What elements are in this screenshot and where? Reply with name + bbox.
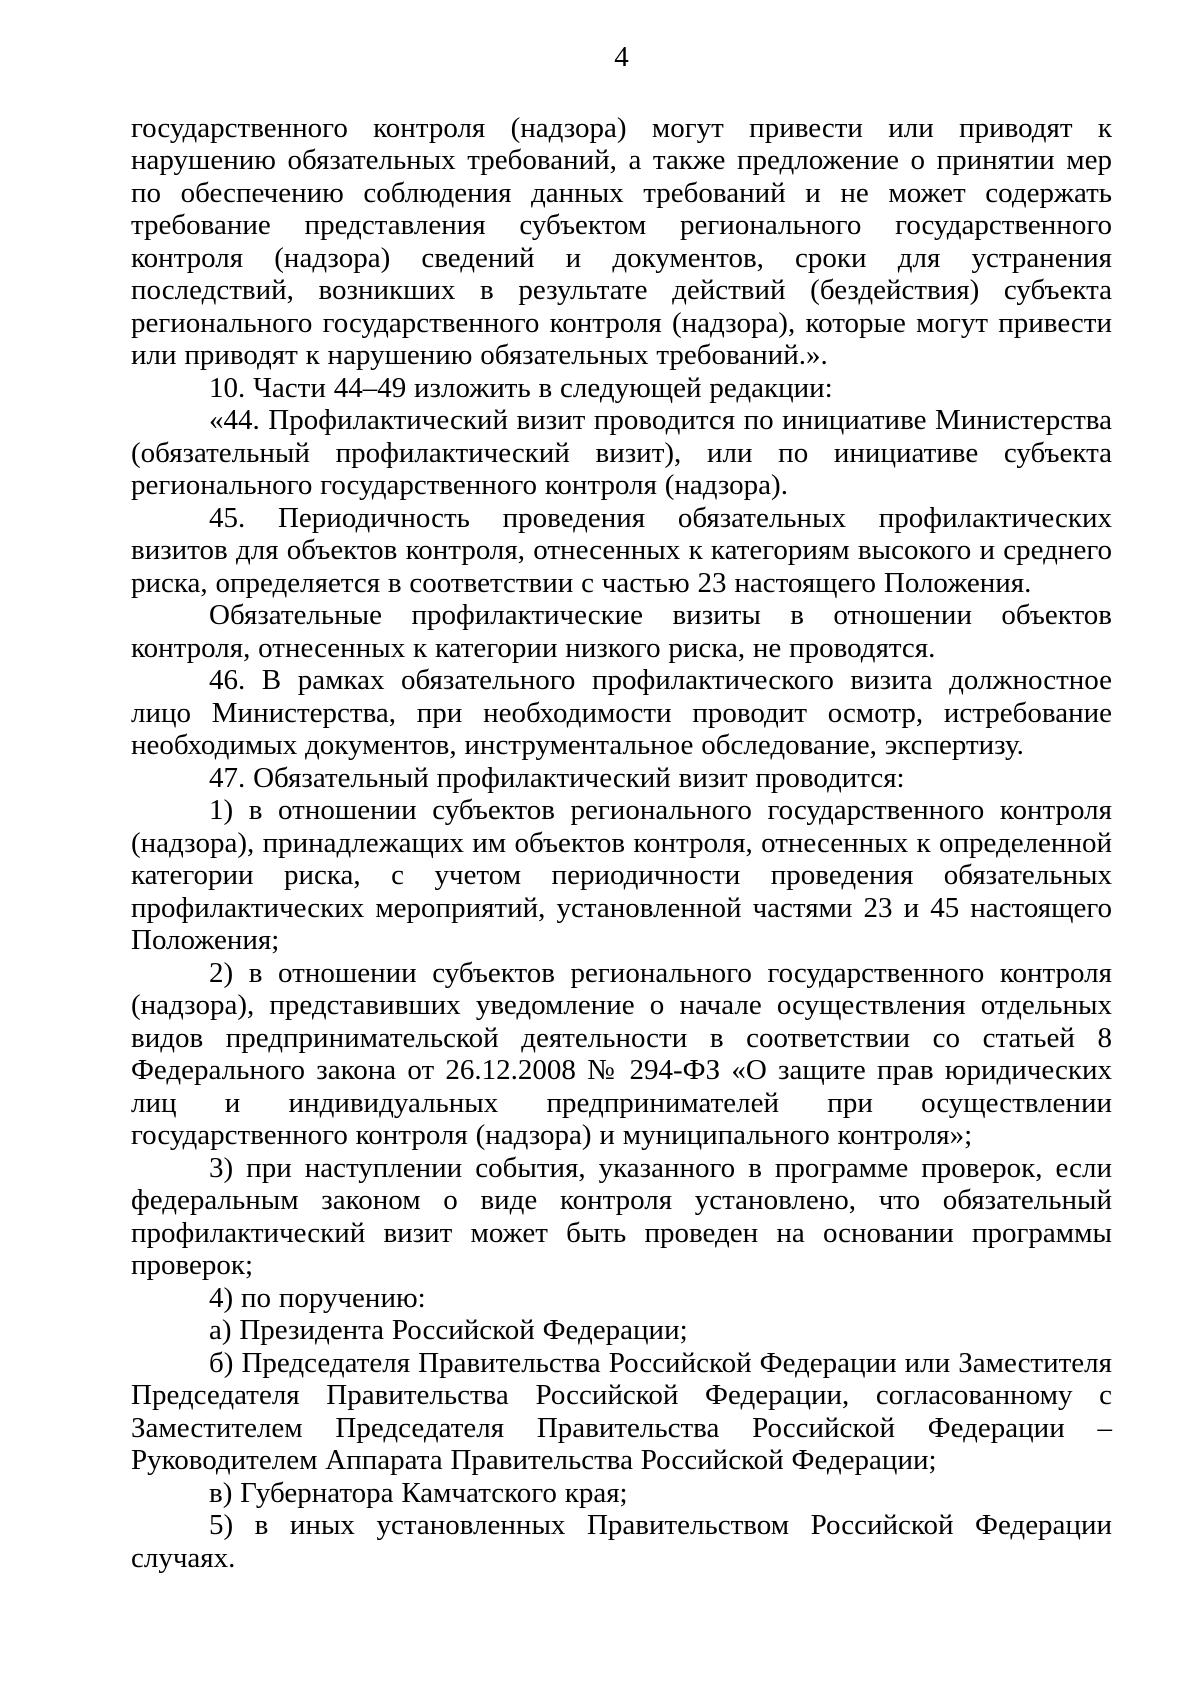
paragraph: государственного контроля (надзора) могут привести или приводят к нарушению обязательных требований, а также предложение о принятии мер по обеспечению соблюдения данных требований и не может содержать требование представления субъектом регионального государственного контроля (надзора) сведений и документов, сроки для устранения последствий, возникших в результате действий (бездействия) субъекта регионального государственного контроля (надзора), которые могут привести или приводят к нарушению обязательных требований.». [131,111,1112,371]
paragraph: «44. Профилактический визит проводится по инициативе Министерства (обязательный профилактический визит), или по инициативе субъекта регионального государственного контроля (надзора). [131,404,1112,501]
paragraph: 4) по поручению: [209,1281,426,1314]
paragraph: 5) в иных установленных Правительством Российской Федерации случаях. [131,1509,1112,1574]
paragraph: 2) в отношении субъектов регионального государственного контроля (надзора), представивших уведомление о начале осуществления отдельных видов предпринимательской деятельности в соответствии со статьей 8 Федерального закона от 26.12.2008 № 294-ФЗ «О защите прав юридических лиц и индивидуальных предпринимателей при осуществлении государственного контроля (надзора) и муниципального контроля»; [131,956,1112,1151]
paragraph: 1) в отношении субъектов регионального государственного контроля (надзора), принадлежащих им объектов контроля, отнесенных к определенной категории риска, с учетом периодичности проведения обязательных профилактических мероприятий, установленной частями 23 и 45 настоящего Положения; [131,794,1112,956]
paragraph: б) Председателя Правительства Российской Федерации или Заместителя Председателя Правительства Российской Федерации, согласованному с Заместителем Председателя Правительства Российской Федерации – Руководителем Аппарата Правительства Российской Федерации; [131,1346,1112,1476]
paragraph: 10. Части 44–49 изложить в следующей редакции: [209,371,833,404]
paragraph: а) Президента Российской Федерации; [209,1314,688,1346]
paragraph: 3) при наступлении события, указанного в программе проверок, если федеральным законом о виде контроля установлено, что обязательный профилактический визит может быть проведен на основании программы проверок; [131,1151,1112,1281]
paragraph: 46. В рамках обязательного профилактического визита должностное лицо Министерства, при необходимости проводит осмотр, истребование необходимых документов, инструментальное обследование, экспертизу. [131,664,1112,761]
paragraph: 47. Обязательный профилактический визит проводится: [209,761,905,794]
paragraph: 45. Периодичность проведения обязательных профилактических визитов для объектов контроля, отнесенных к категориям высокого и среднего риска, определяется в соответствии с частью 23 настоящего Положения. [131,501,1112,599]
document-body [131,112,1112,1575]
paragraph: в) Губернатора Камчатского края; [209,1476,628,1509]
paragraph: Обязательные профилактические визиты в отношении объектов контроля, отнесенных к категории низкого риска, не проводятся. [131,599,1112,664]
page-number: 4 [614,41,629,73]
